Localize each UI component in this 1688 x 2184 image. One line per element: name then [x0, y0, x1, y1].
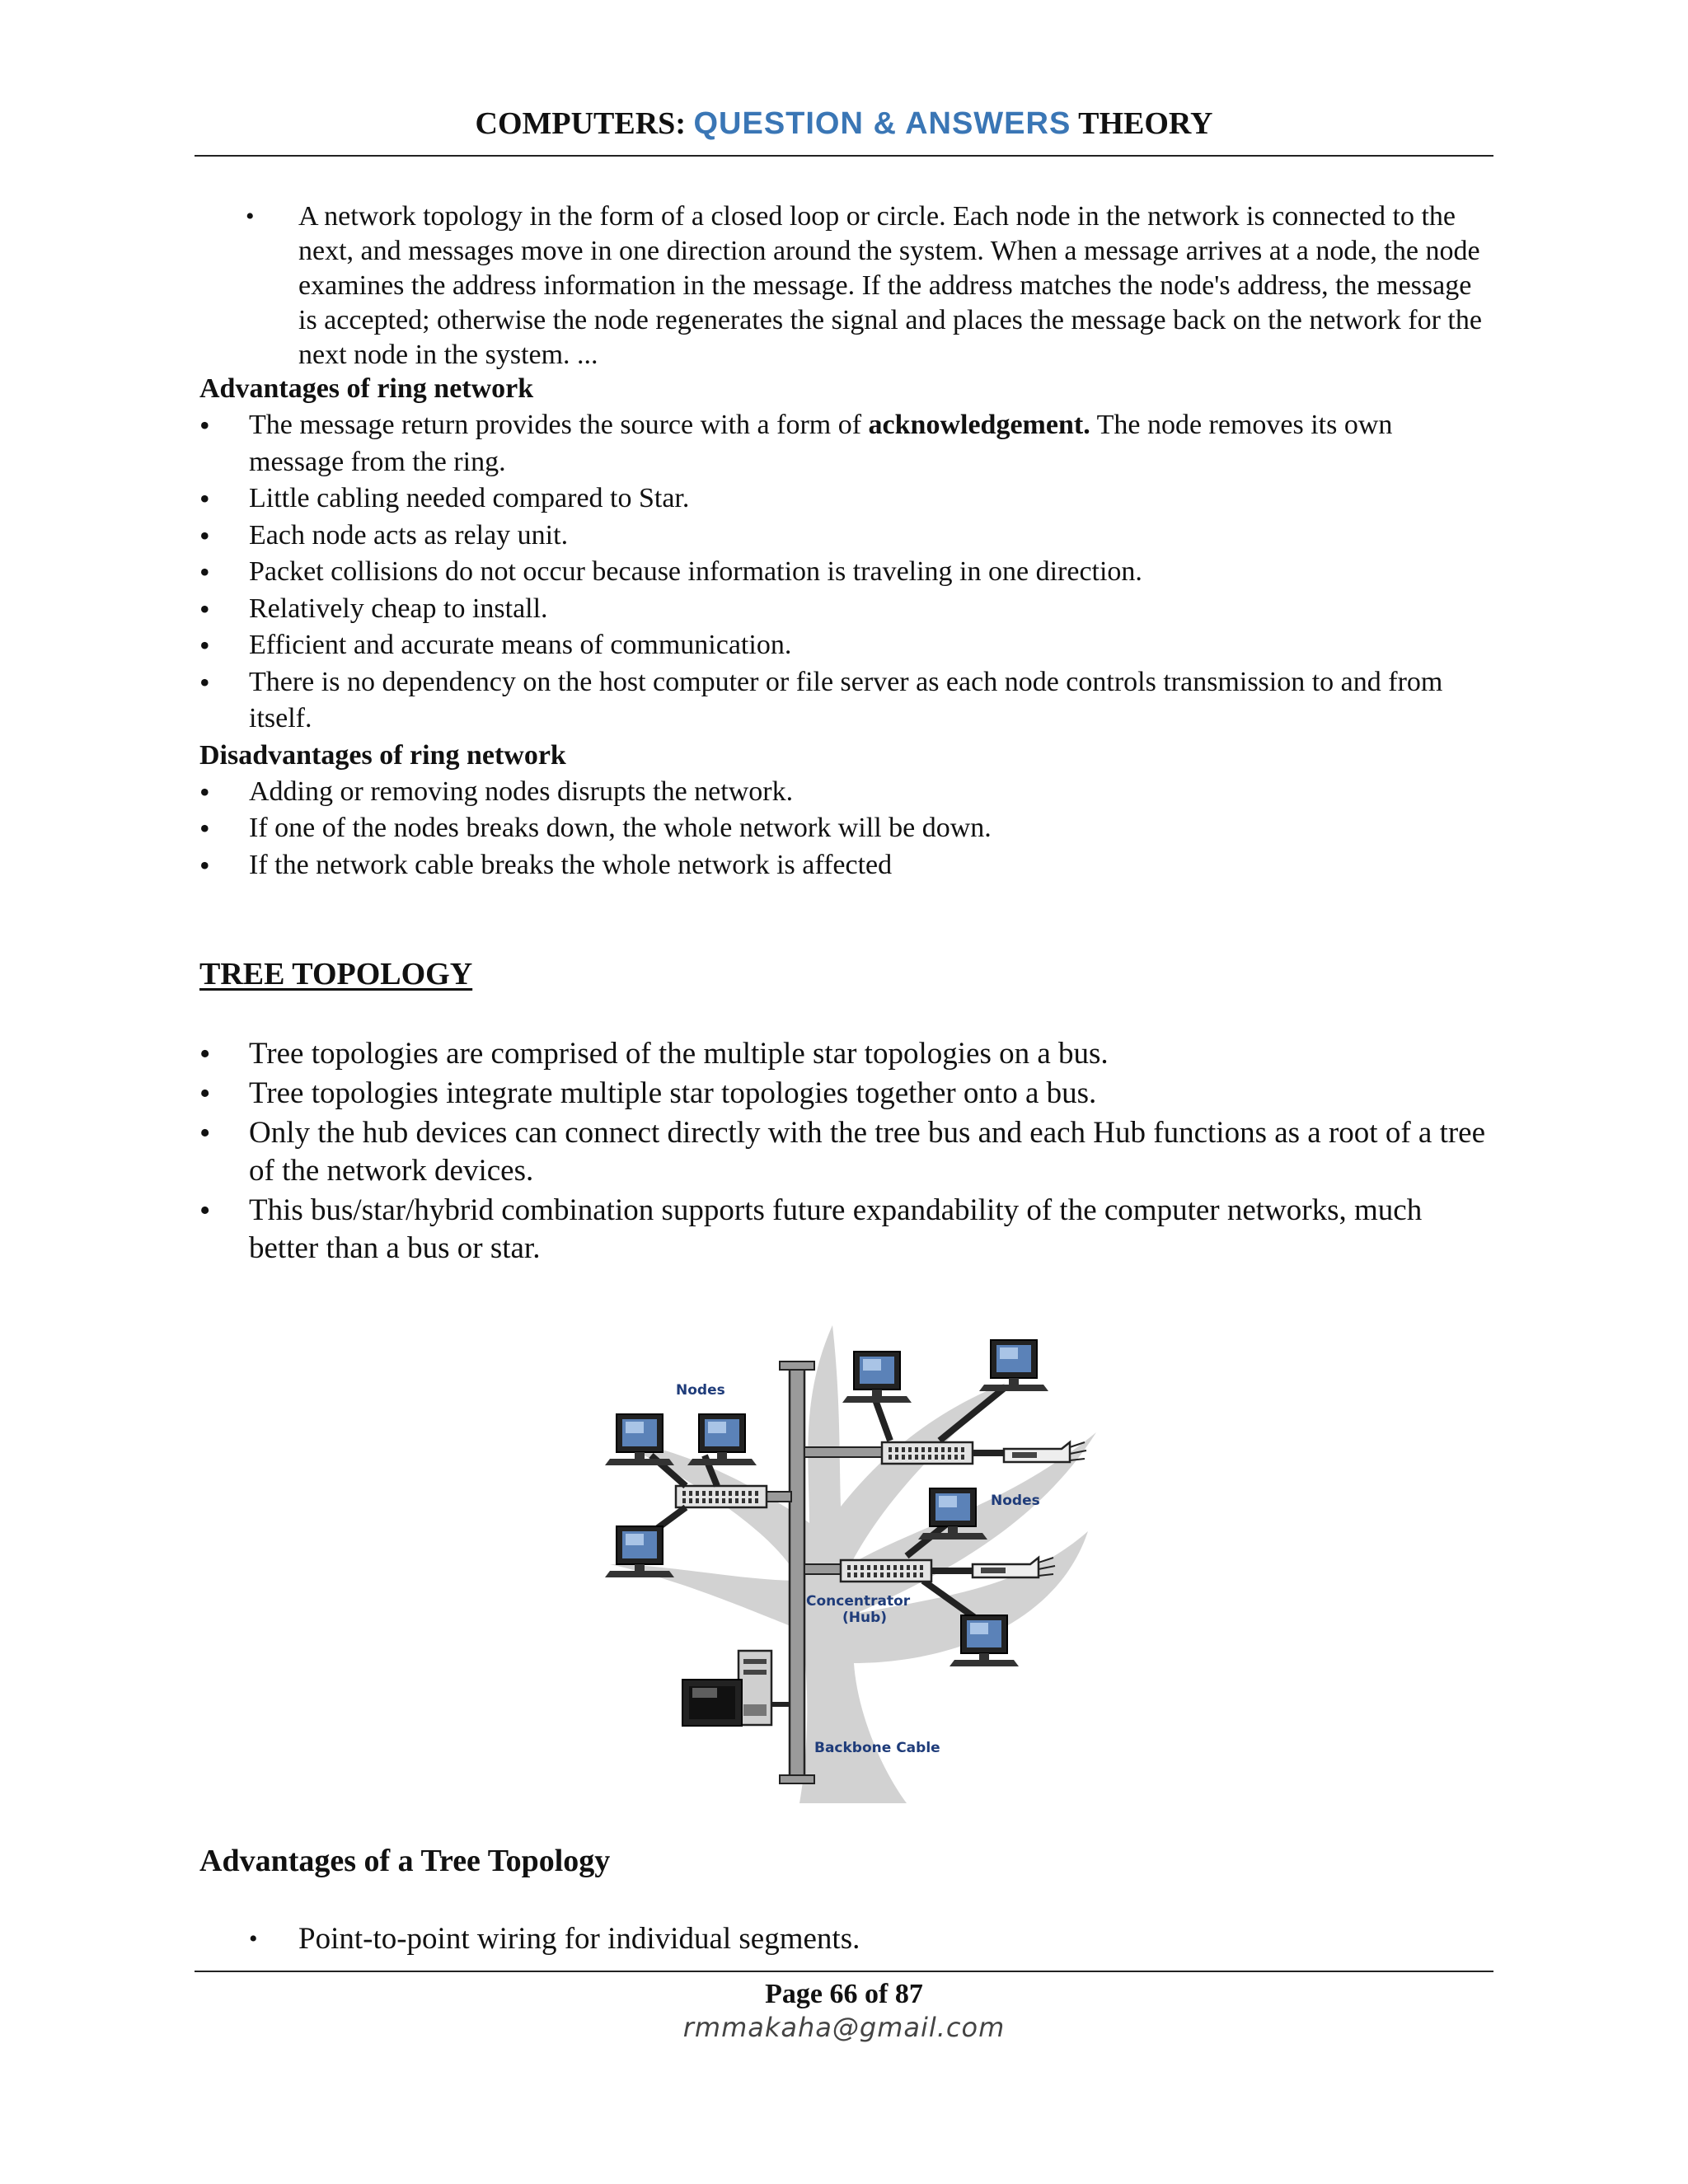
- list-item: [199, 1920, 1493, 1958]
- bullet-icon: •: [199, 1037, 211, 1071]
- bullet-icon: •: [199, 592, 210, 626]
- list-item-text: This bus/star/hybrid combination supports future expandability of the computer networks, much better than a bus or star.: [249, 1193, 1423, 1265]
- list-item: [199, 1035, 1493, 1073]
- bullet-icon: •: [199, 775, 210, 808]
- list-item-text: Little cabling needed compared to Star.: [249, 483, 690, 513]
- computer-icon: [687, 1414, 757, 1465]
- page-header: [195, 101, 1493, 147]
- bullet-icon: •: [199, 1116, 211, 1151]
- footer-divider: [195, 1971, 1493, 1972]
- tree-advantages-list: [199, 1920, 1493, 1958]
- tree-topology-diagram: [593, 1317, 1104, 1803]
- label-hub: (Hub): [842, 1610, 888, 1626]
- list-item-text: Efficient and accurate means of communication.: [249, 630, 792, 660]
- tree-topology-title: TREE TOPOLOGY: [199, 957, 473, 991]
- intro-text: A network topology in the form of a closed loop or circle. Each node in the network is connected to the next, and messages move in one direction around the system. When a message arrives at a node, the node examines the address information in the message. If the address matches the node's address, the message is accepted; otherwise the node regenerates the signal and places the message back on the network for the next node in the system. ...: [298, 201, 1482, 370]
- header-divider: [195, 155, 1493, 157]
- ring-advantages-list: [199, 407, 1493, 738]
- list-item-text: Point-to-point wiring for individual segments.: [298, 1922, 860, 1956]
- list-item: [199, 810, 1493, 847]
- adv-first-bold: acknowledgement.: [868, 410, 1090, 440]
- list-item-text: Only the hub devices can connect directly with the tree bus and each Hub functions as a root of a tree of the network devices.: [249, 1116, 1486, 1188]
- label-concentrator: Concentrator: [806, 1593, 911, 1610]
- list-item-text: There is no dependency on the host computer or file server as each node controls transmission to and from itself.: [249, 666, 1443, 733]
- list-item: [199, 480, 1493, 518]
- bullet-icon: •: [199, 665, 210, 699]
- concentrator-hub-icon: [841, 1560, 931, 1582]
- bullet-icon: •: [199, 1076, 211, 1111]
- left-hub-icon: [676, 1486, 767, 1507]
- list-item: [199, 847, 1493, 884]
- bullet-icon: •: [199, 848, 210, 882]
- ring-disadvantages-list: [199, 774, 1493, 884]
- list-item: [199, 774, 1493, 811]
- header-theory: THEORY: [1071, 106, 1213, 141]
- intro-item: [199, 199, 1493, 373]
- bullet-icon: •: [246, 203, 255, 230]
- adv-first-after: The node removes its own message from the ring.: [249, 410, 1393, 477]
- bullet-icon: •: [199, 1193, 211, 1228]
- list-item: [199, 554, 1493, 591]
- ring-disadvantages-heading: Disadvantages of ring network: [199, 739, 566, 771]
- page-number: Page 66 of 87: [765, 1979, 923, 2009]
- header-computers: COMPUTERS: [475, 106, 676, 141]
- header-separator: :: [675, 106, 694, 141]
- list-item-text: Relatively cheap to install.: [249, 593, 548, 624]
- computer-icon: [842, 1352, 912, 1403]
- bullet-icon: •: [199, 555, 210, 588]
- list-item-text: Tree topologies are comprised of the multiple star topologies on a bus.: [249, 1037, 1109, 1071]
- intro-list: [199, 199, 1493, 373]
- bullet-icon: •: [199, 482, 210, 515]
- list-item: [199, 1192, 1493, 1268]
- header-qa: QUESTION & ANSWERS: [693, 106, 1071, 141]
- tree-advantages-heading: Advantages of a Tree Topology: [199, 1844, 611, 1878]
- tree-topology-list: [199, 1035, 1493, 1269]
- bullet-icon: •: [249, 1925, 258, 1952]
- ring-advantages-heading: Advantages of ring network: [199, 373, 534, 404]
- label-backbone-cable: Backbone Cable: [814, 1740, 940, 1756]
- adv-first-before: The message return provides the source with a form of: [249, 410, 869, 440]
- list-item: [199, 627, 1493, 664]
- list-item: [199, 407, 1493, 480]
- list-item-text: If the network cable breaks the whole network is affected: [249, 849, 893, 880]
- list-item-text: If one of the nodes breaks down, the whole network will be down.: [249, 813, 992, 843]
- list-item: [199, 1114, 1493, 1190]
- list-item: [199, 664, 1493, 738]
- server-icon: [682, 1651, 790, 1726]
- list-item: [199, 518, 1493, 555]
- label-nodes-left: Nodes: [676, 1382, 725, 1399]
- ring-section: [199, 371, 1493, 883]
- list-item: [199, 591, 1493, 628]
- list-item-text: Packet collisions do not occur because information is traveling in one direction.: [249, 556, 1142, 587]
- bullet-icon: •: [199, 409, 210, 442]
- upper-hub-icon: [882, 1442, 973, 1464]
- list-item: [199, 1075, 1493, 1113]
- list-item-text: Each node acts as relay unit.: [249, 519, 569, 551]
- bullet-icon: •: [199, 812, 210, 845]
- list-item-text: Adding or removing nodes disrupts the network.: [249, 776, 794, 807]
- bullet-icon: •: [199, 629, 210, 662]
- list-item-text: Tree topologies integrate multiple star topologies together onto a bus.: [249, 1076, 1097, 1110]
- bullet-icon: •: [199, 518, 210, 552]
- computer-icon: [979, 1340, 1048, 1391]
- footer-email: rmmakaha@gmail.com: [682, 2012, 1006, 2043]
- label-nodes-right: Nodes: [991, 1493, 1040, 1509]
